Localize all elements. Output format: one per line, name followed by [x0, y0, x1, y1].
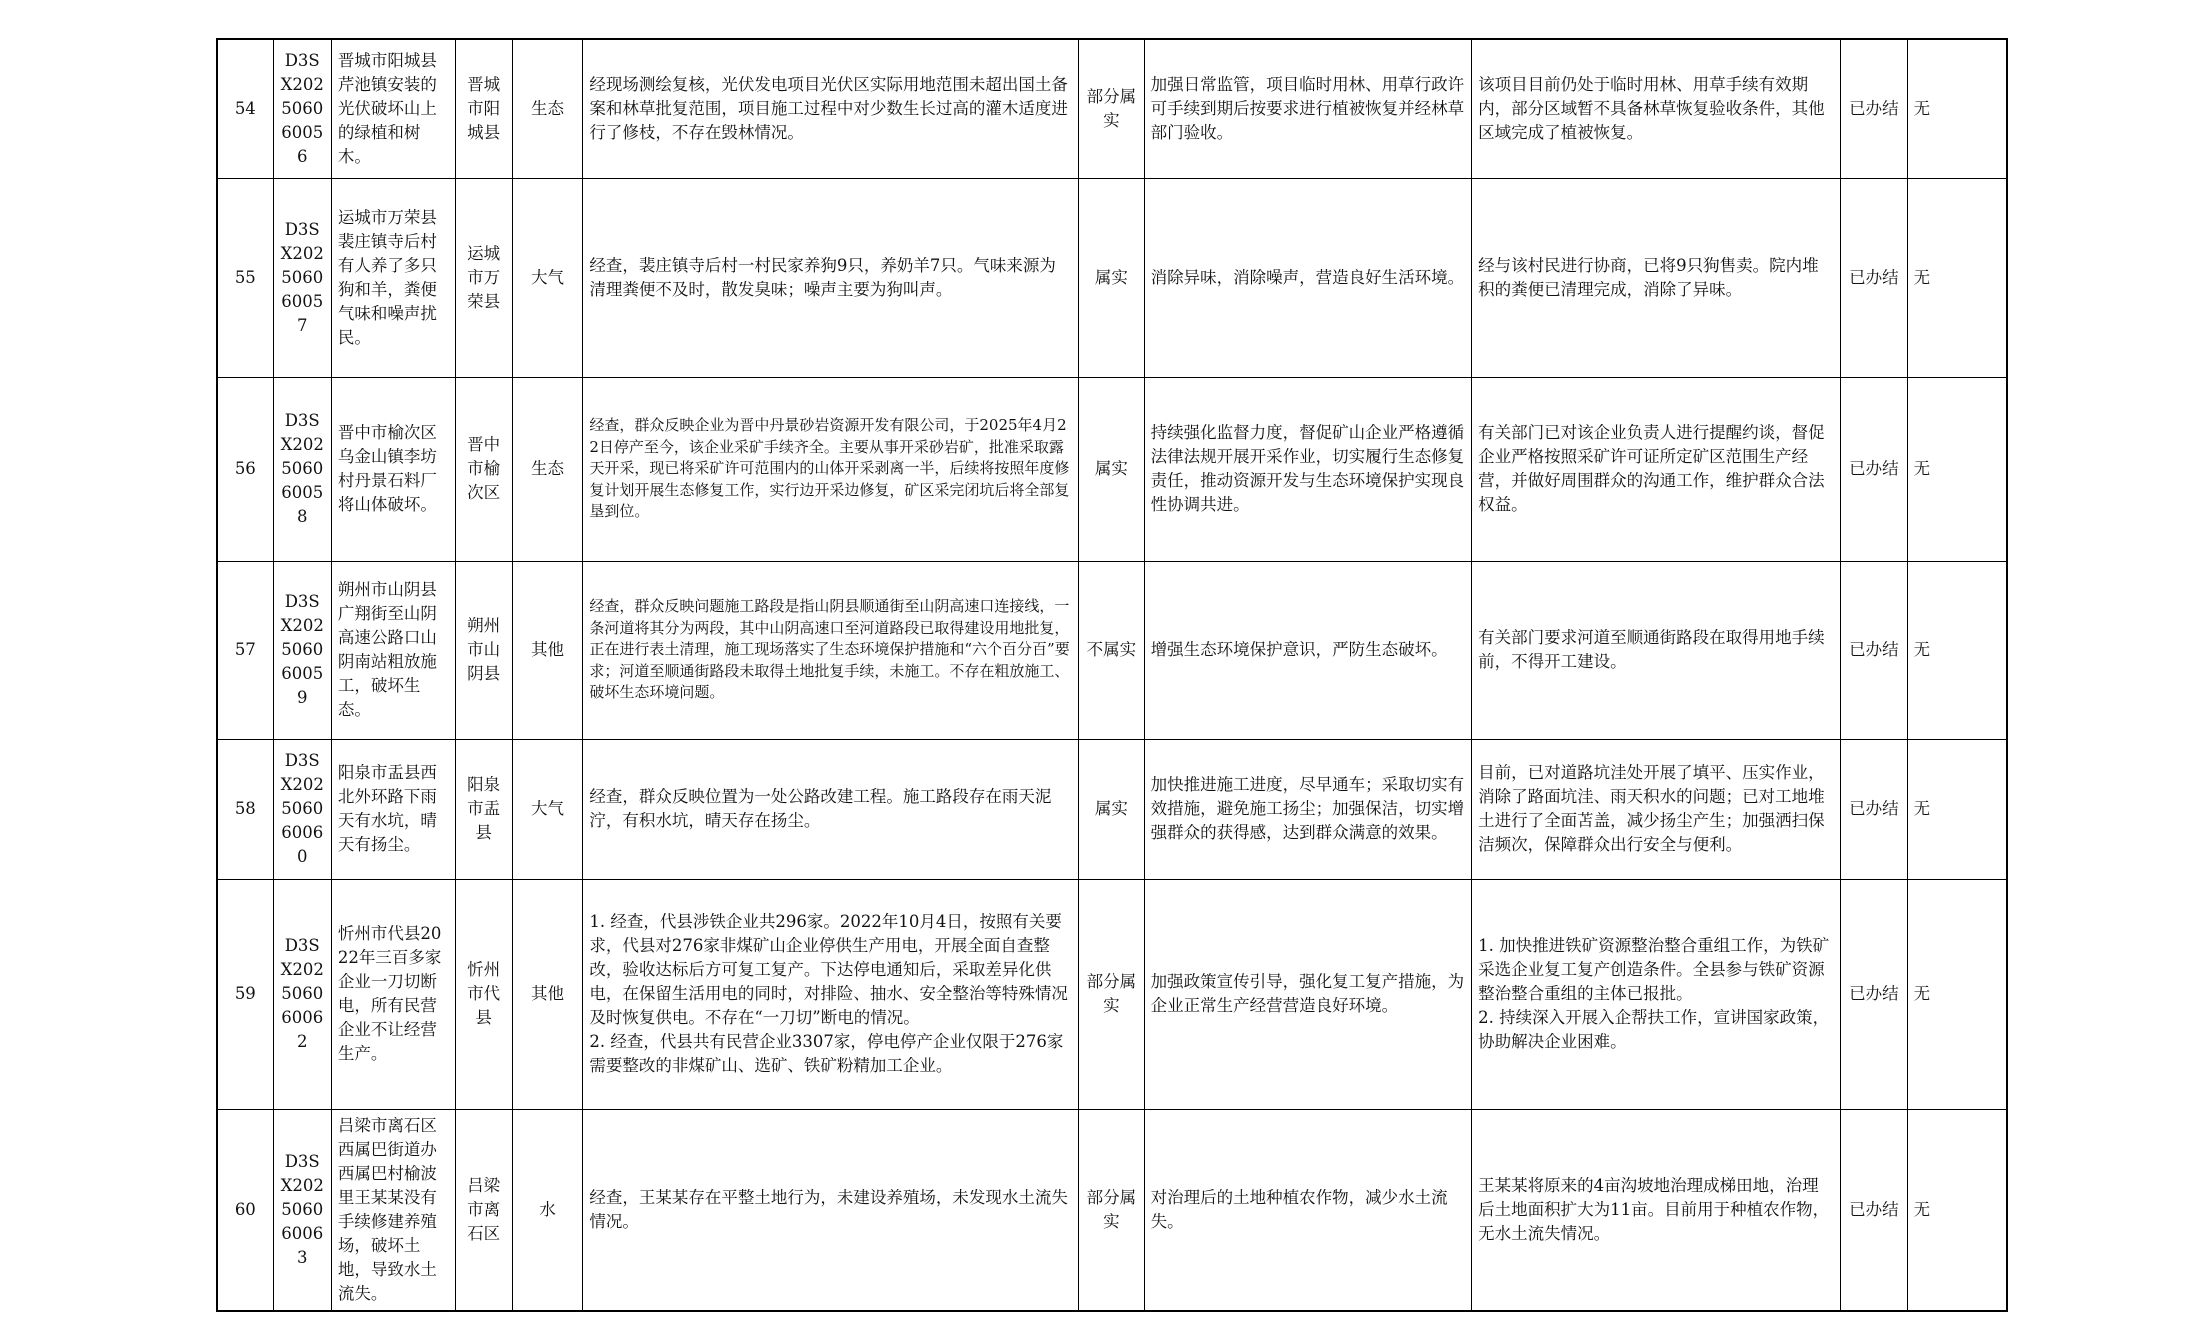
- row-number: 58: [217, 739, 273, 879]
- status-badge: 已办结: [1841, 377, 1908, 561]
- pollution-type: 其他: [512, 879, 583, 1109]
- finding-item: 1. 经查，代县涉铁企业共296家。2022年10月4日，按照有关要求，代县对276家非煤矿山企业停供生产用电，开展全面自查整改，验收达标后方可复工复产。下达停电通知后，采取差异化供电，在保留生活用电的同时，对排险、抽水、安全整治等特殊情况及时恢复供电。不存在“一刀切”断电的情况。: [589, 912, 1068, 1027]
- table-row: [217, 39, 2007, 178]
- accountability: 无: [1907, 739, 2007, 879]
- finding-item: 2. 经查，代县共有民营企业3307家，停电停产企业仅限于276家需要整改的非煤矿山、选矿、铁矿粉精加工企业。: [589, 1032, 1064, 1075]
- verdict: 属实: [1079, 178, 1144, 377]
- handling-result: 该项目目前仍处于临时用林、用草手续有效期内，部分区域暂不具备林草恢复验收条件，其他区域完成了植被恢复。: [1472, 39, 1841, 178]
- status-badge: 已办结: [1841, 1109, 1908, 1311]
- handling-result: 王某某将原来的4亩沟坡地治理成梯田地，治理后土地面积扩大为11亩。目前用于种植农作物，无水土流失情况。: [1472, 1109, 1841, 1311]
- rectification-measure: 对治理后的土地种植农作物，减少水土流失。: [1144, 1109, 1471, 1311]
- verdict: 不属实: [1079, 561, 1144, 739]
- accountability: 无: [1907, 1109, 2007, 1311]
- handling-result: [1472, 879, 1841, 1109]
- investigation-finding: 经查，群众反映问题施工路段是指山阴县顺通街至山阴高速口连接线，一条河道将其分为两段，其中山阴高速口至河道路段已取得建设用地批复，正在进行表土清理，施工现场落实了生态环境保护措施和“六个百分百”要求；河道至顺通街路段未取得土地批复手续，未施工。不存在粗放施工、破坏生态环境问题。: [583, 561, 1079, 739]
- status-badge: 已办结: [1841, 178, 1908, 377]
- row-number: 55: [217, 178, 273, 377]
- case-code: D3SX202506060057: [273, 178, 331, 377]
- row-number: 59: [217, 879, 273, 1109]
- complaint-content: 运城市万荣县裴庄镇寺后村有人养了多只狗和羊，粪便气味和噪声扰民。: [331, 178, 455, 377]
- pollution-type: 水: [512, 1109, 583, 1311]
- accountability: 无: [1907, 879, 2007, 1109]
- investigation-finding: 经查，裴庄镇寺后村一村民家养狗9只，养奶羊7只。气味来源为清理粪便不及时，散发臭味；噪声主要为狗叫声。: [583, 178, 1079, 377]
- case-code: D3SX202506060060: [273, 739, 331, 879]
- row-number: 57: [217, 561, 273, 739]
- result-item: 1. 加快推进铁矿资源整治整合重组工作，为铁矿采选企业复工复产创造条件。全县参与铁矿资源整治整合重组的主体已报批。: [1478, 936, 1830, 1003]
- handling-result: 有关部门已对该企业负责人进行提醒约谈，督促企业严格按照采矿许可证所定矿区范围生产经营，并做好周围群众的沟通工作，维护群众合法权益。: [1472, 377, 1841, 561]
- complaint-table: [216, 38, 2008, 1312]
- case-code: D3SX202506060062: [273, 879, 331, 1109]
- case-code: D3SX202506060063: [273, 1109, 331, 1311]
- handling-result: 有关部门要求河道至顺通街路段在取得用地手续前，不得开工建设。: [1472, 561, 1841, 739]
- rectification-measure: 持续强化监督力度，督促矿山企业严格遵循法律法规开展开采作业，切实履行生态修复责任，推动资源开发与生态环境保护实现良性协调共进。: [1144, 377, 1471, 561]
- rectification-measure: 加强政策宣传引导，强化复工复产措施，为企业正常生产经营营造良好环境。: [1144, 879, 1471, 1109]
- table-row: [217, 178, 2007, 377]
- verdict: 部分属实: [1079, 1109, 1144, 1311]
- pollution-type: 大气: [512, 178, 583, 377]
- region: 晋中市榆次区: [455, 377, 512, 561]
- table-row: [217, 739, 2007, 879]
- region: 运城市万荣县: [455, 178, 512, 377]
- investigation-finding: 经查，群众反映位置为一处公路改建工程。施工路段存在雨天泥泞，有积水坑，晴天存在扬尘。: [583, 739, 1079, 879]
- case-code: D3SX202506060059: [273, 561, 331, 739]
- complaint-content: 吕梁市离石区西属巴街道办西属巴村榆波里王某某没有手续修建养殖场，破坏土地，导致水土流失。: [331, 1109, 455, 1311]
- pollution-type: 大气: [512, 739, 583, 879]
- table-row: [217, 561, 2007, 739]
- region: 阳泉市盂县: [455, 739, 512, 879]
- region: 忻州市代县: [455, 879, 512, 1109]
- region: 晋城市阳城县: [455, 39, 512, 178]
- region: 吕梁市离石区: [455, 1109, 512, 1311]
- case-code: D3SX202506060056: [273, 39, 331, 178]
- accountability: 无: [1907, 178, 2007, 377]
- table-row: [217, 377, 2007, 561]
- handling-result: 经与该村民进行协商，已将9只狗售卖。院内堆积的粪便已清理完成，消除了异味。: [1472, 178, 1841, 377]
- complaint-content: 晋城市阳城县芹池镇安装的光伏破坏山上的绿植和树木。: [331, 39, 455, 178]
- rectification-measure: 加强日常监管，项目临时用林、用草行政许可手续到期后按要求进行植被恢复并经林草部门验收。: [1144, 39, 1471, 178]
- status-badge: 已办结: [1841, 879, 1908, 1109]
- case-code: D3SX202506060058: [273, 377, 331, 561]
- verdict: 部分属实: [1079, 39, 1144, 178]
- verdict: 部分属实: [1079, 879, 1144, 1109]
- status-badge: 已办结: [1841, 561, 1908, 739]
- status-badge: 已办结: [1841, 739, 1908, 879]
- pollution-type: 生态: [512, 39, 583, 178]
- investigation-finding: 经查，群众反映企业为晋中丹景砂岩资源开发有限公司，于2025年4月22日停产至今，该企业采矿手续齐全。主要从事开采砂岩矿，批准采取露天开采，现已将采矿许可范围内的山体开采剥离一半，后续将按照年度修复计划开展生态修复工作，实行边开采边修复，矿区采完闭坑后将全部复垦到位。: [583, 377, 1079, 561]
- accountability: 无: [1907, 39, 2007, 178]
- accountability: 无: [1907, 377, 2007, 561]
- complaint-content: 忻州市代县2022年三百多家企业一刀切断电，所有民营企业不让经营生产。: [331, 879, 455, 1109]
- row-number: 54: [217, 39, 273, 178]
- result-item: 2. 持续深入开展入企帮扶工作，宣讲国家政策，协助解决企业困难。: [1478, 1008, 1830, 1051]
- region: 朔州市山阴县: [455, 561, 512, 739]
- rectification-measure: 加快推进施工进度，尽早通车；采取切实有效措施，避免施工扬尘；加强保洁，切实增强群众的获得感，达到群众满意的效果。: [1144, 739, 1471, 879]
- complaint-content: 晋中市榆次区乌金山镇李坊村丹景石料厂将山体破坏。: [331, 377, 455, 561]
- accountability: 无: [1907, 561, 2007, 739]
- status-badge: 已办结: [1841, 39, 1908, 178]
- complaint-content: 朔州市山阴县广翔街至山阴高速公路口山阴南站粗放施工，破坏生态。: [331, 561, 455, 739]
- investigation-finding: 经查，王某某存在平整土地行为，未建设养殖场，未发现水土流失情况。: [583, 1109, 1079, 1311]
- verdict: 属实: [1079, 377, 1144, 561]
- verdict: 属实: [1079, 739, 1144, 879]
- rectification-measure: 增强生态环境保护意识，严防生态破坏。: [1144, 561, 1471, 739]
- handling-result: 目前，已对道路坑洼处开展了填平、压实作业，消除了路面坑洼、雨天积水的问题；已对工地堆土进行了全面苫盖，减少扬尘产生；加强洒扫保洁频次，保障群众出行安全与便利。: [1472, 739, 1841, 879]
- table-row: [217, 879, 2007, 1109]
- complaint-content: 阳泉市盂县西北外环路下雨天有水坑，晴天有扬尘。: [331, 739, 455, 879]
- pollution-type: 其他: [512, 561, 583, 739]
- pollution-type: 生态: [512, 377, 583, 561]
- rectification-measure: 消除异味，消除噪声，营造良好生活环境。: [1144, 178, 1471, 377]
- investigation-finding: [583, 879, 1079, 1109]
- row-number: 60: [217, 1109, 273, 1311]
- investigation-finding: 经现场测绘复核，光伏发电项目光伏区实际用地范围未超出国土备案和林草批复范围，项目施工过程中对少数生长过高的灌木适度进行了修枝，不存在毁林情况。: [583, 39, 1079, 178]
- table-row: [217, 1109, 2007, 1311]
- row-number: 56: [217, 377, 273, 561]
